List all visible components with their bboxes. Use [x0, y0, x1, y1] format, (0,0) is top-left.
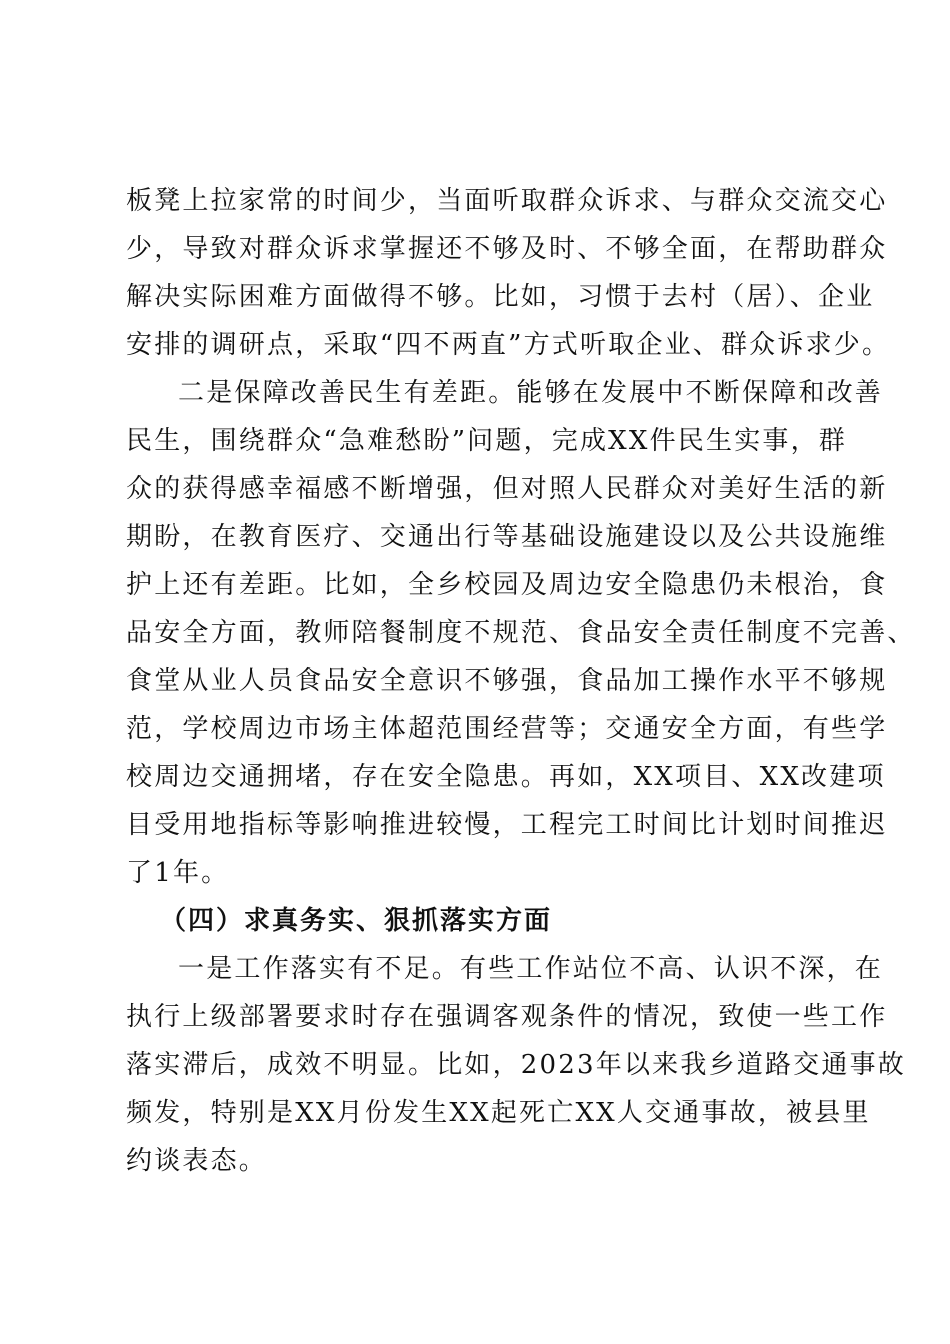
paragraph-line: 少，导致对群众诉求掌握还不够及时、不够全面，在帮助群众	[126, 234, 888, 264]
paragraph-line: 一是工作落实有不足。有些工作站位不高、认识不深，在	[178, 954, 884, 984]
paragraph-line: 范，学校周边市场主体超范围经营等；交通安全方面，有些学	[126, 714, 888, 744]
paragraph-line: 板凳上拉家常的时间少，当面听取群众诉求、与群众交流交心	[126, 186, 888, 216]
paragraph-line: 期盼，在教育医疗、交通出行等基础设施建设以及公共设施维	[126, 522, 888, 552]
paragraph-line: 执行上级部署要求时存在强调客观条件的情况，致使一些工作	[126, 1002, 888, 1032]
paragraph-line: 食堂从业人员食品安全意识不够强，食品加工操作水平不够规	[126, 666, 888, 696]
paragraph-line: 频发，特别是XX月份发生XX起死亡XX人交通事故，被县里	[126, 1098, 871, 1128]
paragraph-line: 众的获得感幸福感不断增强，但对照人民群众对美好生活的新	[126, 474, 888, 504]
paragraph-line: 民生，围绕群众“急难愁盼”问题，完成XX件民生实事，群	[126, 426, 848, 456]
paragraph-line: 校周边交通拥堵，存在安全隐患。再如，XX项目、XX改建项	[126, 762, 886, 792]
paragraph-line: 约谈表态。	[126, 1146, 268, 1176]
paragraph-line: 品安全方面，教师陪餐制度不规范、食品安全责任制度不完善、	[126, 618, 916, 648]
paragraph-line: 解决实际困难方面做得不够。比如，习惯于去村（居）、企业	[126, 282, 875, 312]
paragraph-line: 目受用地指标等影响推进较慢，工程完工时间比计划时间推迟	[126, 810, 888, 840]
paragraph-line: 落实滞后，成效不明显。比如，2023年以来我乡道路交通事故	[126, 1050, 906, 1080]
paragraph-line: 安排的调研点，采取“四不两直”方式听取企业、群众诉求少。	[126, 330, 891, 360]
paragraph-line: 护上还有差距。比如，全乡校园及周边安全隐患仍未根治，食	[126, 570, 888, 600]
section-heading: （四）求真务实、狠抓落实方面	[160, 906, 553, 936]
paragraph-line: 了1年。	[126, 858, 230, 888]
paragraph-line: 二是保障改善民生有差距。能够在发展中不断保障和改善	[178, 378, 884, 408]
